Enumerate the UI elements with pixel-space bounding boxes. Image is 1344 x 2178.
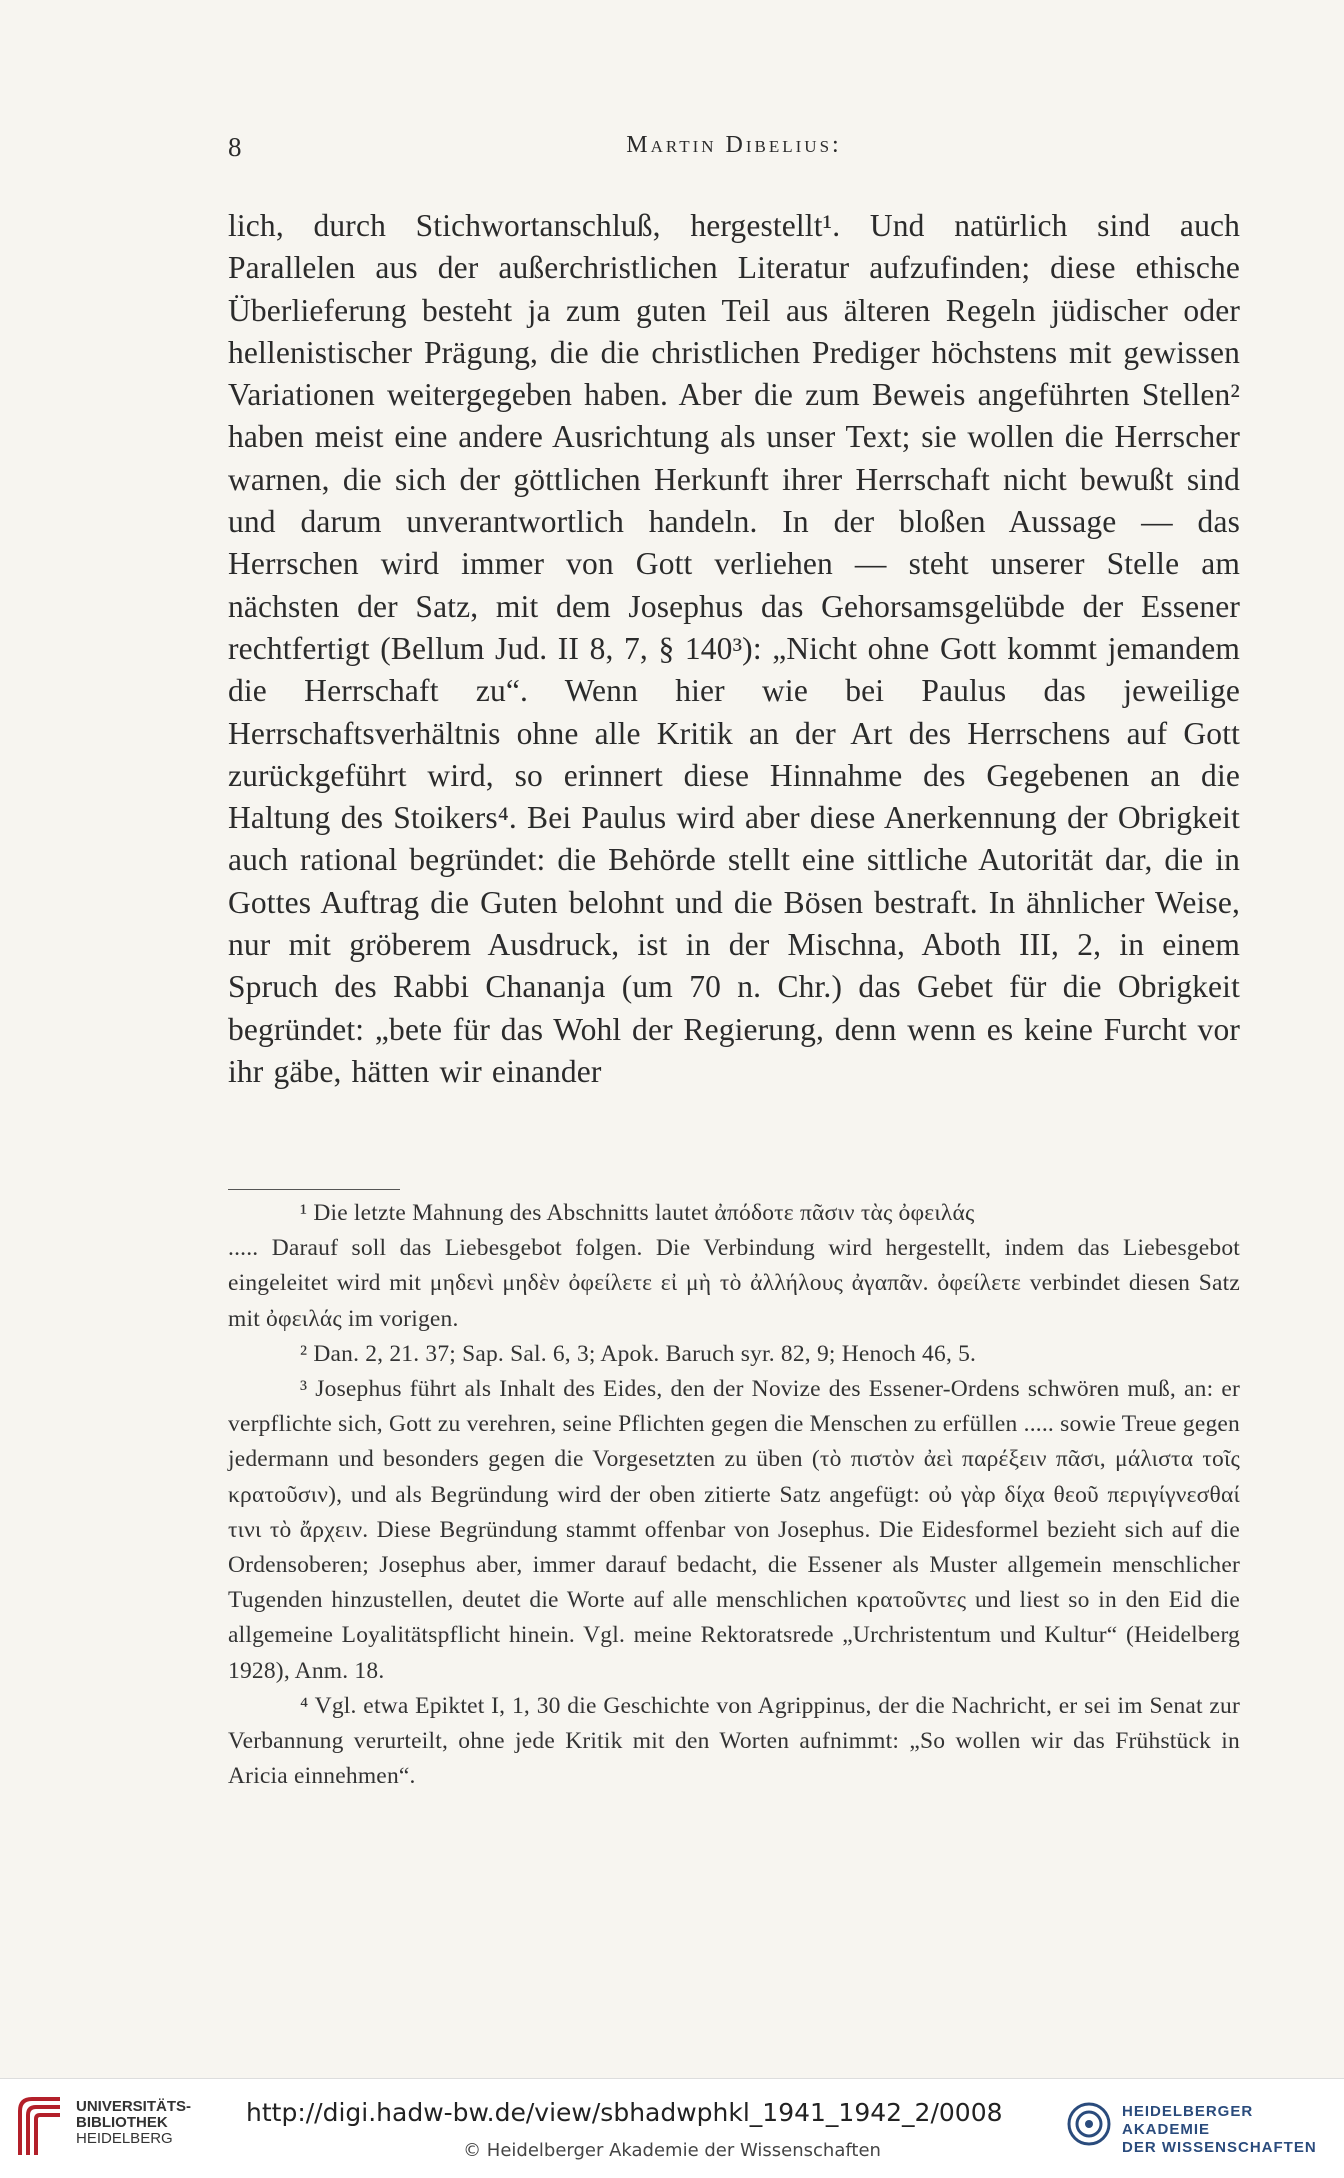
footnote-1: ¹ Die letzte Mahnung des Abschnitts lautet ἀπόδοτε πᾶσιν τὰς ὀφειλάς: [300, 1200, 975, 1226]
academy-logo[interactable]: [1066, 2097, 1336, 2157]
footnote-1-continued: ..... Darauf soll das Liebesgebot folgen. Die Verbindung wird hergestellt, indem das Liebesgebot eingeleitet wird mit μηδενὶ μηδὲν ὀφείλετε εἰ μὴ τὸ ἀλλήλους ἀγαπᾶν. ὀφείλετε verbindet diesen Satz mit ὀφειλάς im vorigen.: [228, 1235, 1240, 1332]
body-text: [228, 205, 1240, 1093]
page-number: 8: [228, 132, 242, 162]
footnote-3: ³ Josephus führt als Inhalt des Eides, den der Novize des Essener-Ordens schwören muß, an: er verpflichte sich, Gott zu verehren, seine Pflichten gegen die Menschen zu erfüllen ..... sowie Treue gegen jedermann und besonders gegen die Vorgesetzten zu üben (τὸ πιστὸν ἀεὶ παρέξειν πᾶσι, μάλιστα τοῖς κρατοῦσιν), und als Begründung wird der oben zitierte Satz angefügt: οὐ γὰρ δίχα θεοῦ περιγίγνεσθαί τινι τὸ ἄρχειν. Diese Begründung stammt offenbar von Josephus. Die Eidesformel bezieht sich auf die Ordensoberen; Josephus aber, immer darauf bedacht, die Essener als Muster allgemein menschlicher Tugenden hinzustellen, deutet die Worte auf alle menschlichen κρατοῦντες und liest so in den Eid die allgemeine Loyalitätspflicht hinein. Vgl. meine Rektoratsrede „Urchristentum und Kultur“ (Heidelberg 1928), Anm. 18.: [228, 1376, 1240, 1684]
library-line-1: UNIVERSITÄTS-: [76, 2098, 192, 2115]
running-head: Martin Dibelius:: [626, 132, 842, 158]
copyright-notice: © Heidelberger Akademie der Wissenschaften: [463, 2140, 881, 2161]
academy-emblem-icon: [1066, 2101, 1112, 2147]
footnote-2: ² Dan. 2, 21. 37; Sap. Sal. 6, 3; Apok. Baruch syr. 82, 9; Henoch 46, 5.: [300, 1340, 977, 1367]
academy-line-1: HEIDELBERGER AKADEMIE: [1122, 2103, 1254, 2138]
footnote-4: ⁴ Vgl. etwa Epiktet I, 1, 30 die Geschichte von Agrippinus, der die Nachricht, er sei im Senat zur Verbannung verurteilt, ohne jede Kritik mit den Worten aufnimmt: „So wollen wir das Frühstück in Aricia einnehmen“.: [228, 1692, 1240, 1790]
footnote-rule: [228, 1189, 400, 1190]
page-header: [228, 132, 1240, 172]
library-line-2: BIBLIOTHEK: [76, 2114, 168, 2131]
body-paragraph: lich, durch Stichwortanschluß, hergestellt¹. Und natürlich sind auch Parallelen aus der außerchristlichen Literatur aufzufinden; diese ethische Überlieferung besteht ja zum guten Teil aus älteren Regeln jüdischer oder hellenistischer Prägung, die die christlichen Prediger höchstens mit gewissen Variationen weitergegeben haben. Aber die zum Beweis angeführten Stellen² haben meist eine andere Ausrichtung als unser Text; sie wollen die Herrscher warnen, die sich der göttlichen Herkunft ihrer Herrschaft nicht bewußt sind und darum unverantwortlich handeln. In der bloßen Aussage — das Herrschen wird immer von Gott verliehen — steht unserer Stelle am nächsten der Satz, mit dem Josephus das Gehorsamsgelübde der Essener rechtfertigt (Bellum Jud. II 8, 7, § 140³): „Nicht ohne Gott kommt jemandem die Herrschaft zu“. Wenn hier wie bei Paulus das jeweilige Herrschaftsverhältnis ohne alle Kritik an der Art des Herrschens auf Gott zurückgeführt wird, so erinnert diese Hinnahme des Gegebenen an die Haltung des Stoikers⁴. Bei Paulus wird aber diese Anerkennung der Obrigkeit auch rational begründet: die Behörde stellt eine sittliche Autorität dar, die in Gottes Auftrag die Guten belohnt und die Bösen bestraft. In ähnlicher Weise, nur mit gröberem Ausdruck, ist in der Mischna, Aboth III, 2, in einem Spruch des Rabbi Chananja (um 70 n. Chr.) das Gebet für die Obrigkeit begründet: „bete für das Wohl der Regierung, denn wenn es keine Furcht vor ihr gäbe, hätten wir einander: [228, 208, 1240, 1089]
library-line-3: HEIDELBERG: [76, 2130, 173, 2147]
academy-name: [1122, 2103, 1336, 2157]
academy-line-2: DER WISSENSCHAFTEN: [1122, 2139, 1317, 2156]
footnotes: [228, 1196, 1240, 1794]
permalink-url[interactable]: http://digi.hadw-bw.de/view/sbhadwphkl_1941_1942_2/0008: [246, 2098, 1003, 2127]
